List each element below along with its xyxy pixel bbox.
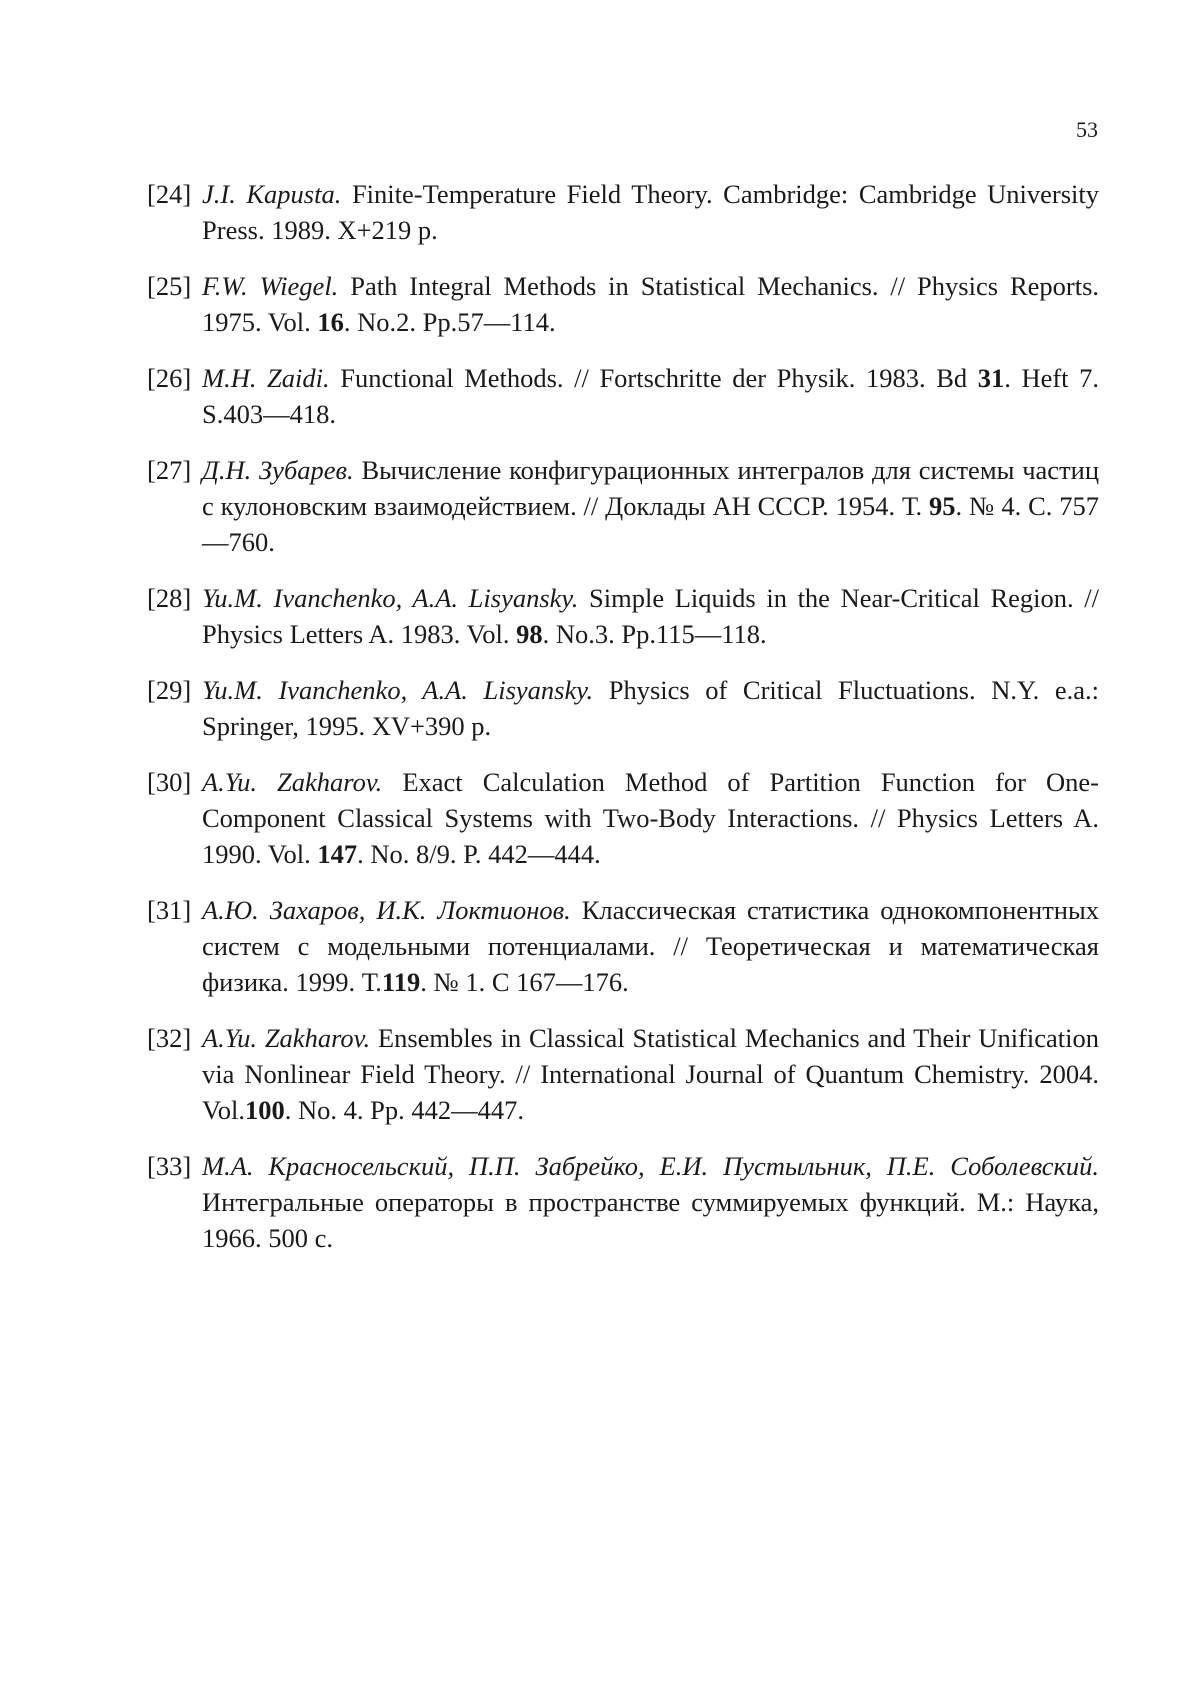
reference-volume: 16 xyxy=(317,307,344,337)
reference-authors: F.W. Wiegel. xyxy=(202,271,339,301)
reference-authors: Yu.M. Ivanchenko, A.A. Lisyansky. xyxy=(202,583,579,613)
reference-label: [31] xyxy=(147,895,192,925)
page-number: 53 xyxy=(1076,117,1098,142)
reference-authors: А.Ю. Захаров, И.К. Локтионов. xyxy=(202,895,571,925)
reference-label: [30] xyxy=(147,767,192,797)
reference-label: [24] xyxy=(147,179,192,209)
reference-label: [29] xyxy=(147,675,192,705)
reference-item xyxy=(147,580,1099,652)
reference-volume: 31 xyxy=(977,363,1005,393)
reference-label: [28] xyxy=(147,583,192,613)
reference-text-tail: . Heft 7. S.403—418. xyxy=(202,363,1099,429)
reference-authors: Д.Н. Зубарев. xyxy=(202,455,354,485)
reference-volume: 119 xyxy=(381,967,421,997)
reference-text-tail: . No. 4. Pp. 442—447. xyxy=(284,1095,524,1125)
reference-text-tail: . No.3. Pp.115—118. xyxy=(542,619,767,649)
reference-text-tail: . № 4. С. 757—760. xyxy=(202,491,1099,557)
reference-authors: М.А. Красносельский, П.П. Забрейко, Е.И. Пустыльник, П.Е. Соболевский. xyxy=(202,1151,1099,1181)
reference-text-tail: . No. 8/9. P. 442—444. xyxy=(357,839,601,869)
reference-item xyxy=(147,452,1099,560)
reference-authors: J.I. Kapusta. xyxy=(202,179,342,209)
reference-text: Exact Calculation Method of Partition Function for One-Component Classical Systems with Two-Body Interactions. // Physics Letters A. 1990. Vol. xyxy=(202,767,1100,869)
reference-text-tail: . No.2. Pp.57—114. xyxy=(343,307,556,337)
reference-label: [32] xyxy=(147,1023,192,1053)
reference-text: Интегральные операторы в пространстве суммируемых функций. М.: Наука, 1966. 500 с. xyxy=(202,1187,1099,1253)
reference-label: [33] xyxy=(147,1151,192,1181)
reference-item xyxy=(147,1148,1099,1256)
reference-text: Simple Liquids in the Near-Critical Region. // Physics Letters A. 1983. Vol. xyxy=(202,583,1100,649)
reference-text: Physics of Critical Fluctuations. N.Y. e.a.: Springer, 1995. XV+390 p. xyxy=(202,675,1100,741)
reference-label: [26] xyxy=(147,363,192,393)
reference-volume: 95 xyxy=(929,491,956,521)
reference-text-tail: . № 1. С 167—176. xyxy=(420,967,629,997)
reference-text: Path Integral Methods in Statistical Mechanics. // Physics Reports. 1975. Vol. xyxy=(202,271,1100,337)
reference-item xyxy=(147,672,1099,744)
reference-authors: A.Yu. Zakharov. xyxy=(202,767,383,797)
reference-authors: A.Yu. Zakharov. xyxy=(202,1023,371,1053)
reference-item xyxy=(147,268,1099,340)
reference-item xyxy=(147,360,1099,432)
reference-item xyxy=(147,1020,1099,1128)
reference-authors: Yu.M. Ivanchenko, A.A. Lisyansky. xyxy=(202,675,594,705)
reference-authors: M.H. Zaidi. xyxy=(202,363,330,393)
reference-item xyxy=(147,892,1099,1000)
reference-text: Finite-Temperature Field Theory. Cambridge: Cambridge University Press. 1989. X+219 p. xyxy=(202,179,1100,245)
reference-item xyxy=(147,176,1099,248)
reference-text: Functional Methods. // Fortschritte der Physik. 1983. Bd xyxy=(340,363,968,393)
reference-text: Классическая статистика однокомпонентных систем с модельными потенциалами. // Теоретическая и математическая физика. 1999. Т. xyxy=(202,895,1100,997)
reference-volume: 147 xyxy=(317,839,358,869)
reference-volume: 100 xyxy=(244,1095,285,1125)
reference-list xyxy=(147,176,1099,1276)
reference-label: [25] xyxy=(147,271,192,301)
reference-text: Вычисление конфигурационных интегралов для системы частиц с кулоновским взаимодействием. // Доклады АН СССР. 1954. Т. xyxy=(202,455,1099,521)
reference-item xyxy=(147,764,1099,872)
reference-volume: 98 xyxy=(516,619,543,649)
reference-label: [27] xyxy=(147,455,192,485)
reference-text: Ensembles in Classical Statistical Mechanics and Their Unification via Nonlinear Field Theory. // International Journal of Quantum Chemistry. 2004. Vol. xyxy=(202,1023,1099,1125)
